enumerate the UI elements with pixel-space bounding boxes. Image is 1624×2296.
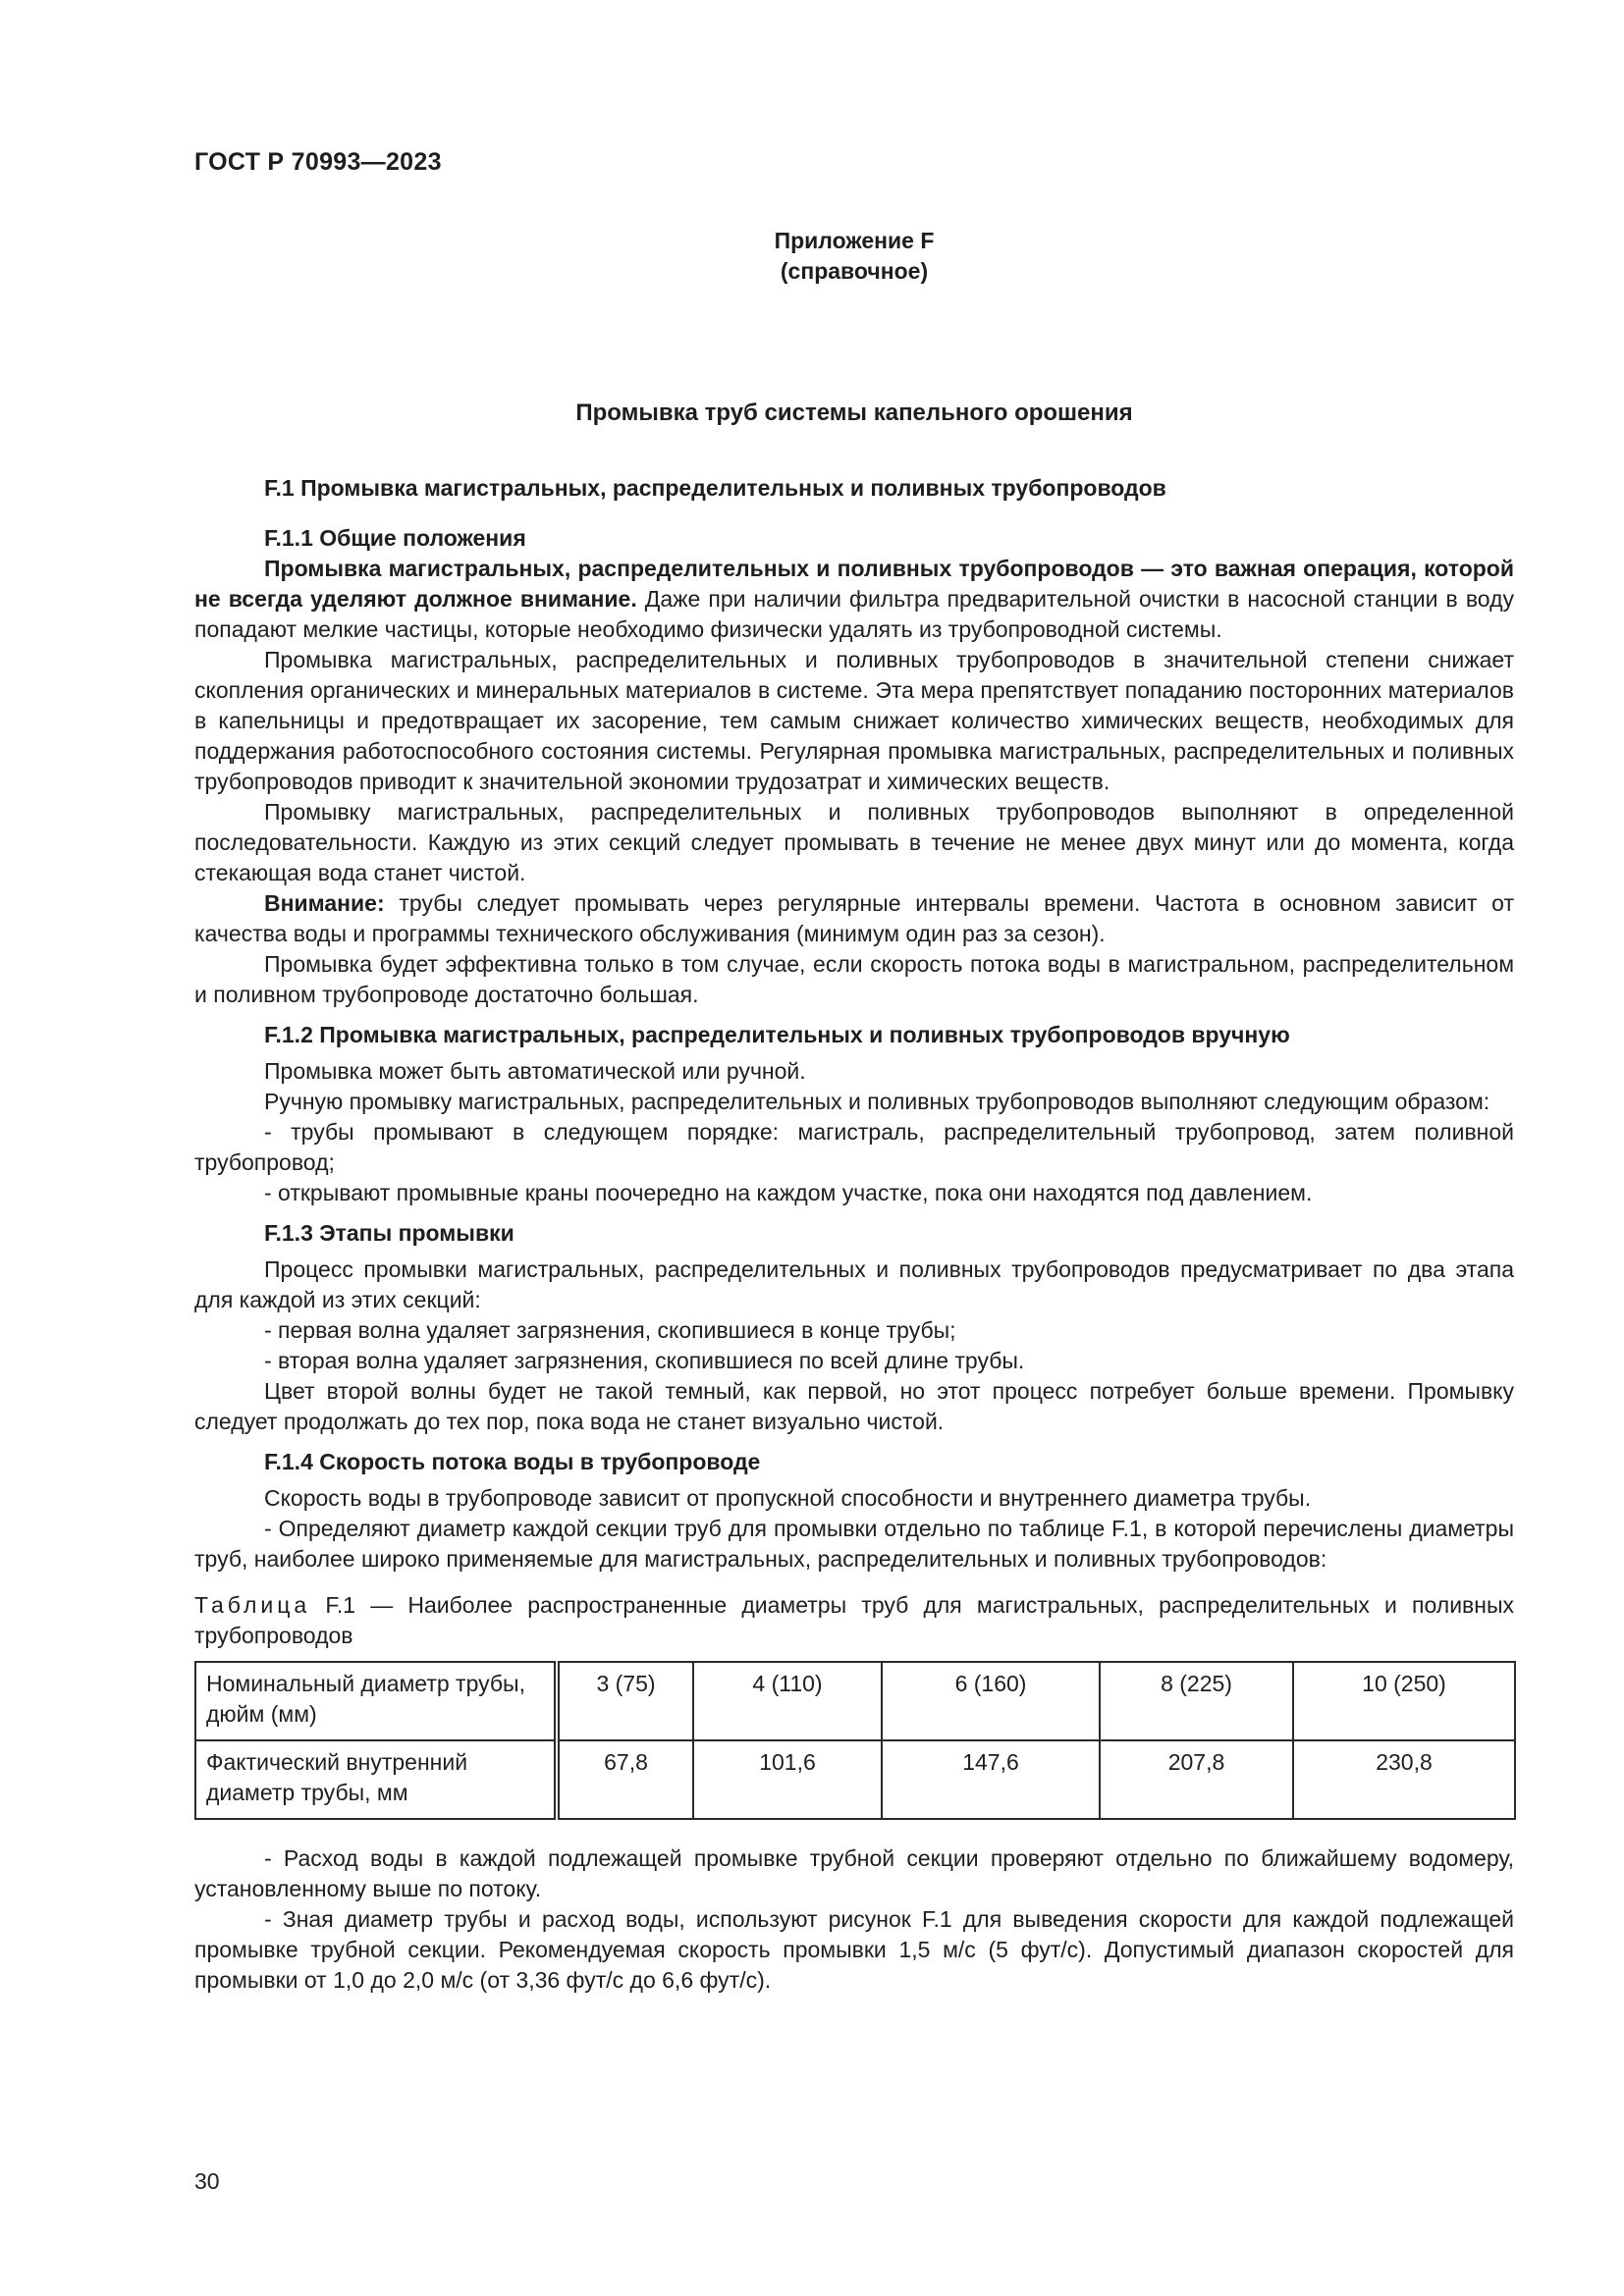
list-item: - трубы промывают в следующем порядке: магистраль, распределительный трубопровод, затем поливной трубопровод; [194,1119,1514,1175]
paragraph-text: Даже при наличии фильтра предварительной очистки в насосной станции в воду попадают мелкие частицы, которые необходимо физически удалять из трубопроводной системы. [194,586,1514,642]
list-item: - вторая волна удаляет загрязнения, скопившиеся по всей длине трубы. [264,1348,1025,1373]
appendix-heading [194,226,1514,287]
table-cell: 67,8 [557,1740,693,1819]
paragraph: Промывка может быть автоматической или ручной. [264,1058,806,1084]
table-cell: 207,8 [1100,1740,1293,1819]
paragraph [194,888,1514,949]
paragraph: Процесс промывки магистральных, распределительных и поливных трубопроводов предусматривает по два этапа для каждой из этих секций: [194,1256,1514,1312]
section-heading-f1-1: F.1.1 Общие положения [264,525,526,551]
table-cell: 147,6 [882,1740,1100,1819]
table-cell: 230,8 [1293,1740,1515,1819]
table-cell: 10 (250) [1293,1662,1515,1740]
section-heading-f1-4: F.1.4 Скорость потока воды в трубопроводе [264,1449,761,1474]
page-number: 30 [194,2168,220,2194]
table-cell: 8 (225) [1100,1662,1293,1740]
paragraph: Цвет второй волны будет не такой темный, как первой, но этот процесс потребует больше времени. Промывку следует продолжать до тех пор, пока вода не станет визуально чистой. [194,1378,1514,1434]
paragraph [194,554,1514,645]
paragraph: Скорость воды в трубопроводе зависит от пропускной способности и внутреннего диаметра трубы. [264,1485,1312,1511]
appendix-title: Приложение F [774,228,935,253]
table-row-header: Номинальный диаметр трубы, дюйм (мм) [195,1662,557,1740]
list-item: - Расход воды в каждой подлежащей промывке трубной секции проверяют отдельно по ближайшему водомеру, установленному выше по потоку. [194,1845,1514,1901]
list-item: - первая волна удаляет загрязнения, скопившиеся в конце трубы; [264,1317,956,1343]
list-item: - Зная диаметр трубы и расход воды, используют рисунок F.1 для выведения скорости для каждой подлежащей промывке трубной секции. Рекомендуемая скорость промывки 1,5 м/с (5 фут/с). Допустимый диапазон скоростей для промывки от 1,0 до 2,0 м/с (от 3,36 фут/с до 6,6 фут/с). [194,1906,1514,1993]
table-row [195,1662,1515,1740]
section-heading-f1-2: F.1.2 Промывка магистральных, распределительных и поливных трубопроводов вручную [264,1022,1290,1047]
table-cell: 4 (110) [693,1662,882,1740]
document-body [194,473,1514,1996]
paragraph-text: трубы следует промывать через регулярные интервалы времени. Частота в основном зависит от качества воды и программы технического обслуживания (минимум один раз за сезон). [194,890,1514,946]
section-heading-f1-3: F.1.3 Этапы промывки [264,1220,514,1246]
table-cell: 3 (75) [557,1662,693,1740]
paragraph: Промывка будет эффективна только в том случае, если скорость потока воды в магистральном, распределительном и поливном трубопроводе достаточно большая. [194,951,1514,1007]
appendix-type: (справочное) [780,258,929,284]
pipe-diameter-table [194,1661,1516,1820]
paragraph: Промывку магистральных, распределительных и поливных трубопроводов выполняют в определенной последовательности. Каждую из этих секций следует промывать в течение не менее двух минут или до момента, когда стекающая вода станет чистой. [194,799,1514,885]
table-caption-text: F.1 — Наиболее распространенные диаметры труб для магистральных, распределительных и поливных трубопроводов [194,1592,1514,1648]
table-cell: 101,6 [693,1740,882,1819]
table-row-header: Фактический внутренний диаметр трубы, мм [195,1740,557,1819]
document-header: ГОСТ Р 70993—2023 [194,148,442,176]
table-caption [194,1590,1514,1651]
section-heading-f1: F.1 Промывка магистральных, распределительных и поливных трубопроводов [264,475,1166,501]
paragraph: Ручную промывку магистральных, распределительных и поливных трубопроводов выполняют следующим образом: [264,1089,1490,1114]
table-cell: 6 (160) [882,1662,1100,1740]
bold-lead: Промывка магистральных, распределительных и поливных трубопроводов — это важная операция, которой не всегда уделяют должное внимание. [194,556,1514,612]
attention-label: Внимание: [264,890,385,916]
paragraph: Промывка магистральных, распределительных и поливных трубопроводов в значительной степени снижает скопления органических и минеральных материалов в системе. Эта мера препятствует попаданию посторонних материалов в капельницы и предотвращает их засорение, тем самым снижает количество химических веществ, необходимых для поддержания работоспособного состояния системы. Регулярная промывка магистральных, распределительных и поливных трубопроводов приводит к значительной экономии трудозатрат и химических веществ. [194,647,1514,794]
page-title: Промывка труб системы капельного орошения [575,400,1133,426]
list-item: - открывают промывные краны поочередно на каждом участке, пока они находятся под давлением. [264,1180,1313,1205]
table-row [195,1740,1515,1819]
table-label: Таблица [194,1592,311,1618]
list-item: - Определяют диаметр каждой секции труб для промывки отдельно по таблице F.1, в которой перечислены диаметры труб, наиболее широко применяемые для магистральных, распределительных и поливных трубопроводов: [194,1516,1514,1572]
